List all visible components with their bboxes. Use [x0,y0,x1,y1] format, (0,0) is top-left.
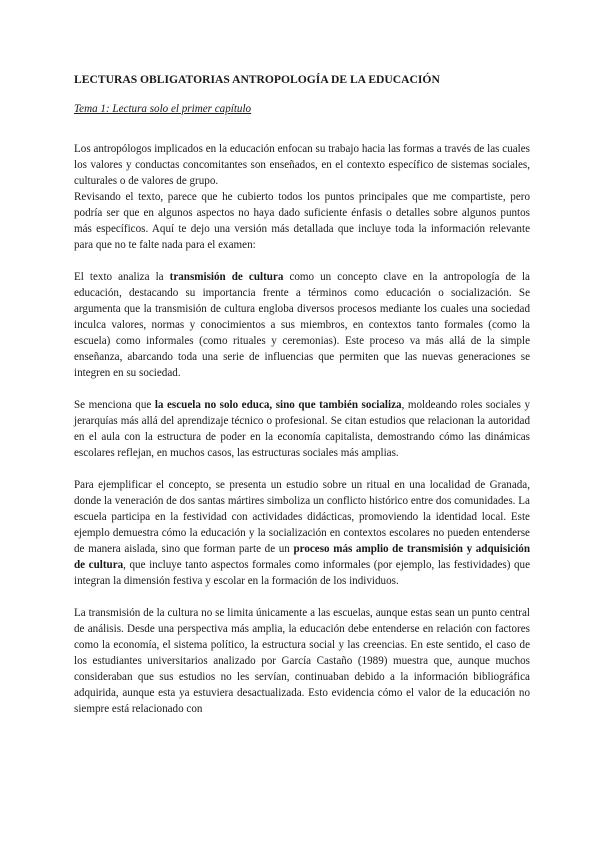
paragraph-review: Revisando el texto, parece que he cubierto todos los puntos principales que me compartiste, pero podría ser que en algunos aspectos no haya dado suficiente énfasis o detalles sobre algunos puntos más específicos. Aquí te dejo una versión más detallada que incluye toda la información relevante para que no te falte nada para el examen: [74,191,530,251]
paragraph-ejemplo [74,477,530,589]
bold-term: la escuela no solo educa, sino que también socializa [154,399,402,411]
paragraph-text: Para ejemplificar el concepto, se presenta un estudio sobre un ritual en una localidad de Granada, donde la veneración de dos santas mártires simboliza un conflicto histórico entre dos comunidades. La escuela participa en la festividad con actividades didácticas, promoviendo la identidad local. Este ejemplo demuestra cómo la educación y la socialización en contextos escolares no pueden entenderse de manera aislada, sino que forman parte de un [74,479,530,555]
bold-term: transmisión de cultura [169,271,284,283]
paragraph-contexto: La transmisión de la cultura no se limita únicamente a las escuelas, aunque estas sean un punto central de análisis. Desde una perspectiva más amplia, la educación debe entenderse en relación con factores como la economía, el sistema político, la estructura social y las creencias. En este sentido, el caso de los estudiantes universitarios analizado por García Castaño (1989) muestra que, aunque muchos consideraban que sus estudios no les servían, continuaban debido a la información bibliográfica adquirida, aunque esta ya estuviera desactualizada. Esto evidencia cómo el valor de la educación no siempre está relacionado con [74,607,530,715]
paragraph-text: como un concepto clave en la antropología de la educación, destacando su importancia frente a términos como educación o socialización. Se argumenta que la transmisión de cultura engloba diversos procesos mediante los cuales una sociedad inculca valores, normas y conocimientos a sus miembros, en contextos tanto formales (como la escuela) como informales (como rituales y ceremonias). Este proceso va más allá de la simple enseñanza, abarcando toda una serie de influencias que permiten que las nuevas generaciones se integren en su sociedad. [74,271,530,379]
paragraph-intro: Los antropólogos implicados en la educación enfocan su trabajo hacia las formas a través de las cuales los valores y conductas concomitantes son enseñados, en el contexto específico de sistemas sociales, culturales o de valores de grupo. [74,143,530,187]
section-subtitle: Tema 1: Lectura solo el primer capítulo [74,103,252,115]
paragraph-escuela [74,397,530,461]
page-title: LECTURAS OBLIGATORIAS ANTROPOLOGÍA DE LA EDUCACIÓN [74,73,440,86]
bold-term: proceso más amplio de transmisión y adquisición de cultura [74,543,530,571]
paragraph-text: Se menciona que [74,399,155,411]
document-body [74,72,530,717]
paragraph-text: , que incluye tanto aspectos formales como informales (por ejemplo, las festividades) que integran la dimensión festiva y escolar en la formación de los individuos. [74,559,530,587]
paragraph-transmision [74,269,530,381]
paragraph-text: , moldeando roles sociales y jerarquías más allá del aprendizaje técnico o profesional. Se citan estudios que relacionan la autoridad en el aula con la estructura de poder en la economía capitalista, demostrando cómo las dinámicas escolares reflejan, en muchos casos, las estructuras sociales más amplias. [74,399,530,459]
paragraph-text: El texto analiza la [74,271,170,283]
